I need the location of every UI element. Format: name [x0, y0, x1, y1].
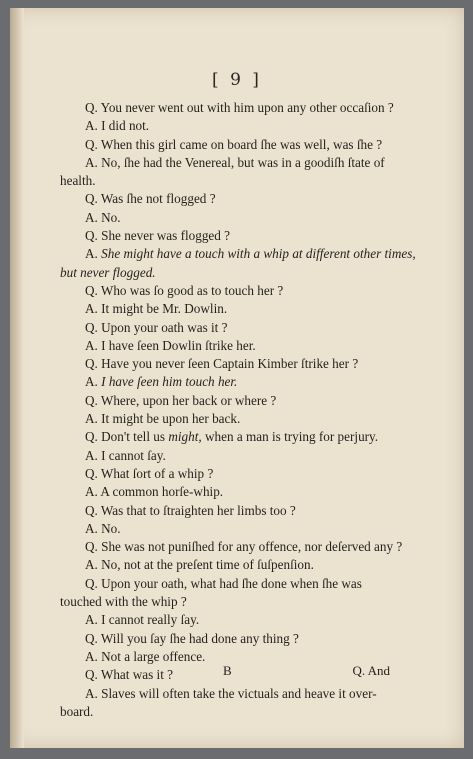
- text-line: [60, 703, 398, 721]
- text-line: [60, 410, 398, 428]
- text-line: [60, 630, 398, 648]
- text-run: Q. Don't tell us: [85, 429, 169, 445]
- text-run: A. No.: [85, 209, 121, 225]
- text-run: She might have a touch with a whip at different other times,: [101, 246, 416, 262]
- text-run: Q. Upon your oath was it ?: [85, 319, 228, 335]
- signature-mark: B: [223, 663, 232, 678]
- page-number: [ 9 ]: [212, 70, 262, 90]
- text-line: [60, 300, 398, 318]
- text-line: [60, 611, 398, 629]
- text-line: [60, 483, 398, 501]
- text-line: [60, 337, 398, 355]
- text-run: A. It might be upon her back.: [85, 411, 241, 427]
- text-line: [60, 282, 398, 300]
- text-run: A. I did not.: [85, 118, 150, 134]
- text-run: Q. Was ſhe not flogged ?: [85, 191, 216, 207]
- text-line: [60, 154, 398, 172]
- text-run: I have ſeen him touch her.: [101, 374, 238, 390]
- text-line: [60, 685, 398, 703]
- text-run: Q. Have you never ſeen Captain Kimber ſtrike her ?: [85, 356, 359, 372]
- text-run: health.: [60, 173, 96, 189]
- text-line: [60, 502, 398, 520]
- text-line: [60, 245, 416, 263]
- text-run: but never flogged.: [60, 264, 156, 280]
- text-line: [60, 428, 398, 446]
- text-line: [60, 520, 398, 538]
- text-run: Q. Will you ſay ſhe had done any thing ?: [85, 630, 299, 646]
- page-body: [60, 99, 416, 721]
- text-run: Q. Where, upon her back or where ?: [85, 392, 277, 408]
- text-run: A. It might be Mr. Dowlin.: [85, 301, 228, 317]
- text-run: A. A common horſe-whip.: [85, 484, 224, 500]
- text-run: Q. Who was ſo good as to touch her ?: [85, 282, 284, 298]
- text-run: Q. What was it ?: [85, 667, 174, 683]
- text-run: A. No, ſhe had the Venereal, but was in a goodiſh ſtate of: [85, 154, 385, 170]
- text-run: Q. When this girl came on board ſhe was well, was ſhe ?: [85, 136, 383, 152]
- text-run: A. I have ſeen Dowlin ſtrike her.: [85, 337, 256, 353]
- text-line: [60, 355, 398, 373]
- text-run: A. No, not at the preſent time of ſuſpenſion.: [85, 557, 314, 573]
- text-run: Q. What ſort of a whip ?: [85, 465, 214, 481]
- text-line: [60, 264, 398, 282]
- text-line: [60, 373, 398, 391]
- text-run: Q. She was not puniſhed for any offence, nor deſerved any ?: [85, 539, 403, 555]
- text-run: touched with the whip ?: [60, 594, 187, 610]
- text-run: Q. Upon your oath, what had ſhe done when ſhe was: [85, 575, 362, 591]
- text-run: might,: [168, 429, 202, 445]
- text-line: [60, 593, 398, 611]
- text-run: A. Slaves will often take the victuals and heave it over-: [85, 685, 377, 701]
- text-run: Q. You never went out with him upon any other occaſion ?: [85, 100, 394, 115]
- text-run: A.: [85, 246, 102, 262]
- text-run: A. No.: [85, 520, 121, 536]
- text-line: [60, 556, 398, 574]
- text-run: Q. Was that to ſtraighten her limbs too ?: [85, 502, 296, 518]
- text-line: [60, 190, 398, 208]
- text-line: [60, 227, 398, 245]
- page-gutter: [10, 8, 24, 748]
- text-run: A.: [85, 374, 102, 390]
- text-line: [60, 136, 398, 154]
- text-line: [60, 209, 398, 227]
- book-page: [10, 8, 464, 748]
- text-line: [60, 172, 398, 190]
- text-run: when a man is trying for perjury.: [201, 429, 379, 445]
- text-line: [60, 117, 398, 135]
- text-line: [60, 392, 398, 410]
- catchword: Q. And: [352, 663, 390, 678]
- text-line: [60, 447, 398, 465]
- text-line: [60, 465, 398, 483]
- text-run: Q. She never was flogged ?: [85, 228, 231, 244]
- text-line: [60, 575, 398, 593]
- text-run: board.: [60, 703, 94, 719]
- text-line: [60, 319, 398, 337]
- text-run: A. Not a large offence.: [85, 648, 206, 664]
- text-run: A. I cannot ſay.: [85, 447, 166, 463]
- text-line: [60, 538, 403, 556]
- text-line: [60, 99, 398, 117]
- text-run: A. I cannot really ſay.: [85, 612, 200, 628]
